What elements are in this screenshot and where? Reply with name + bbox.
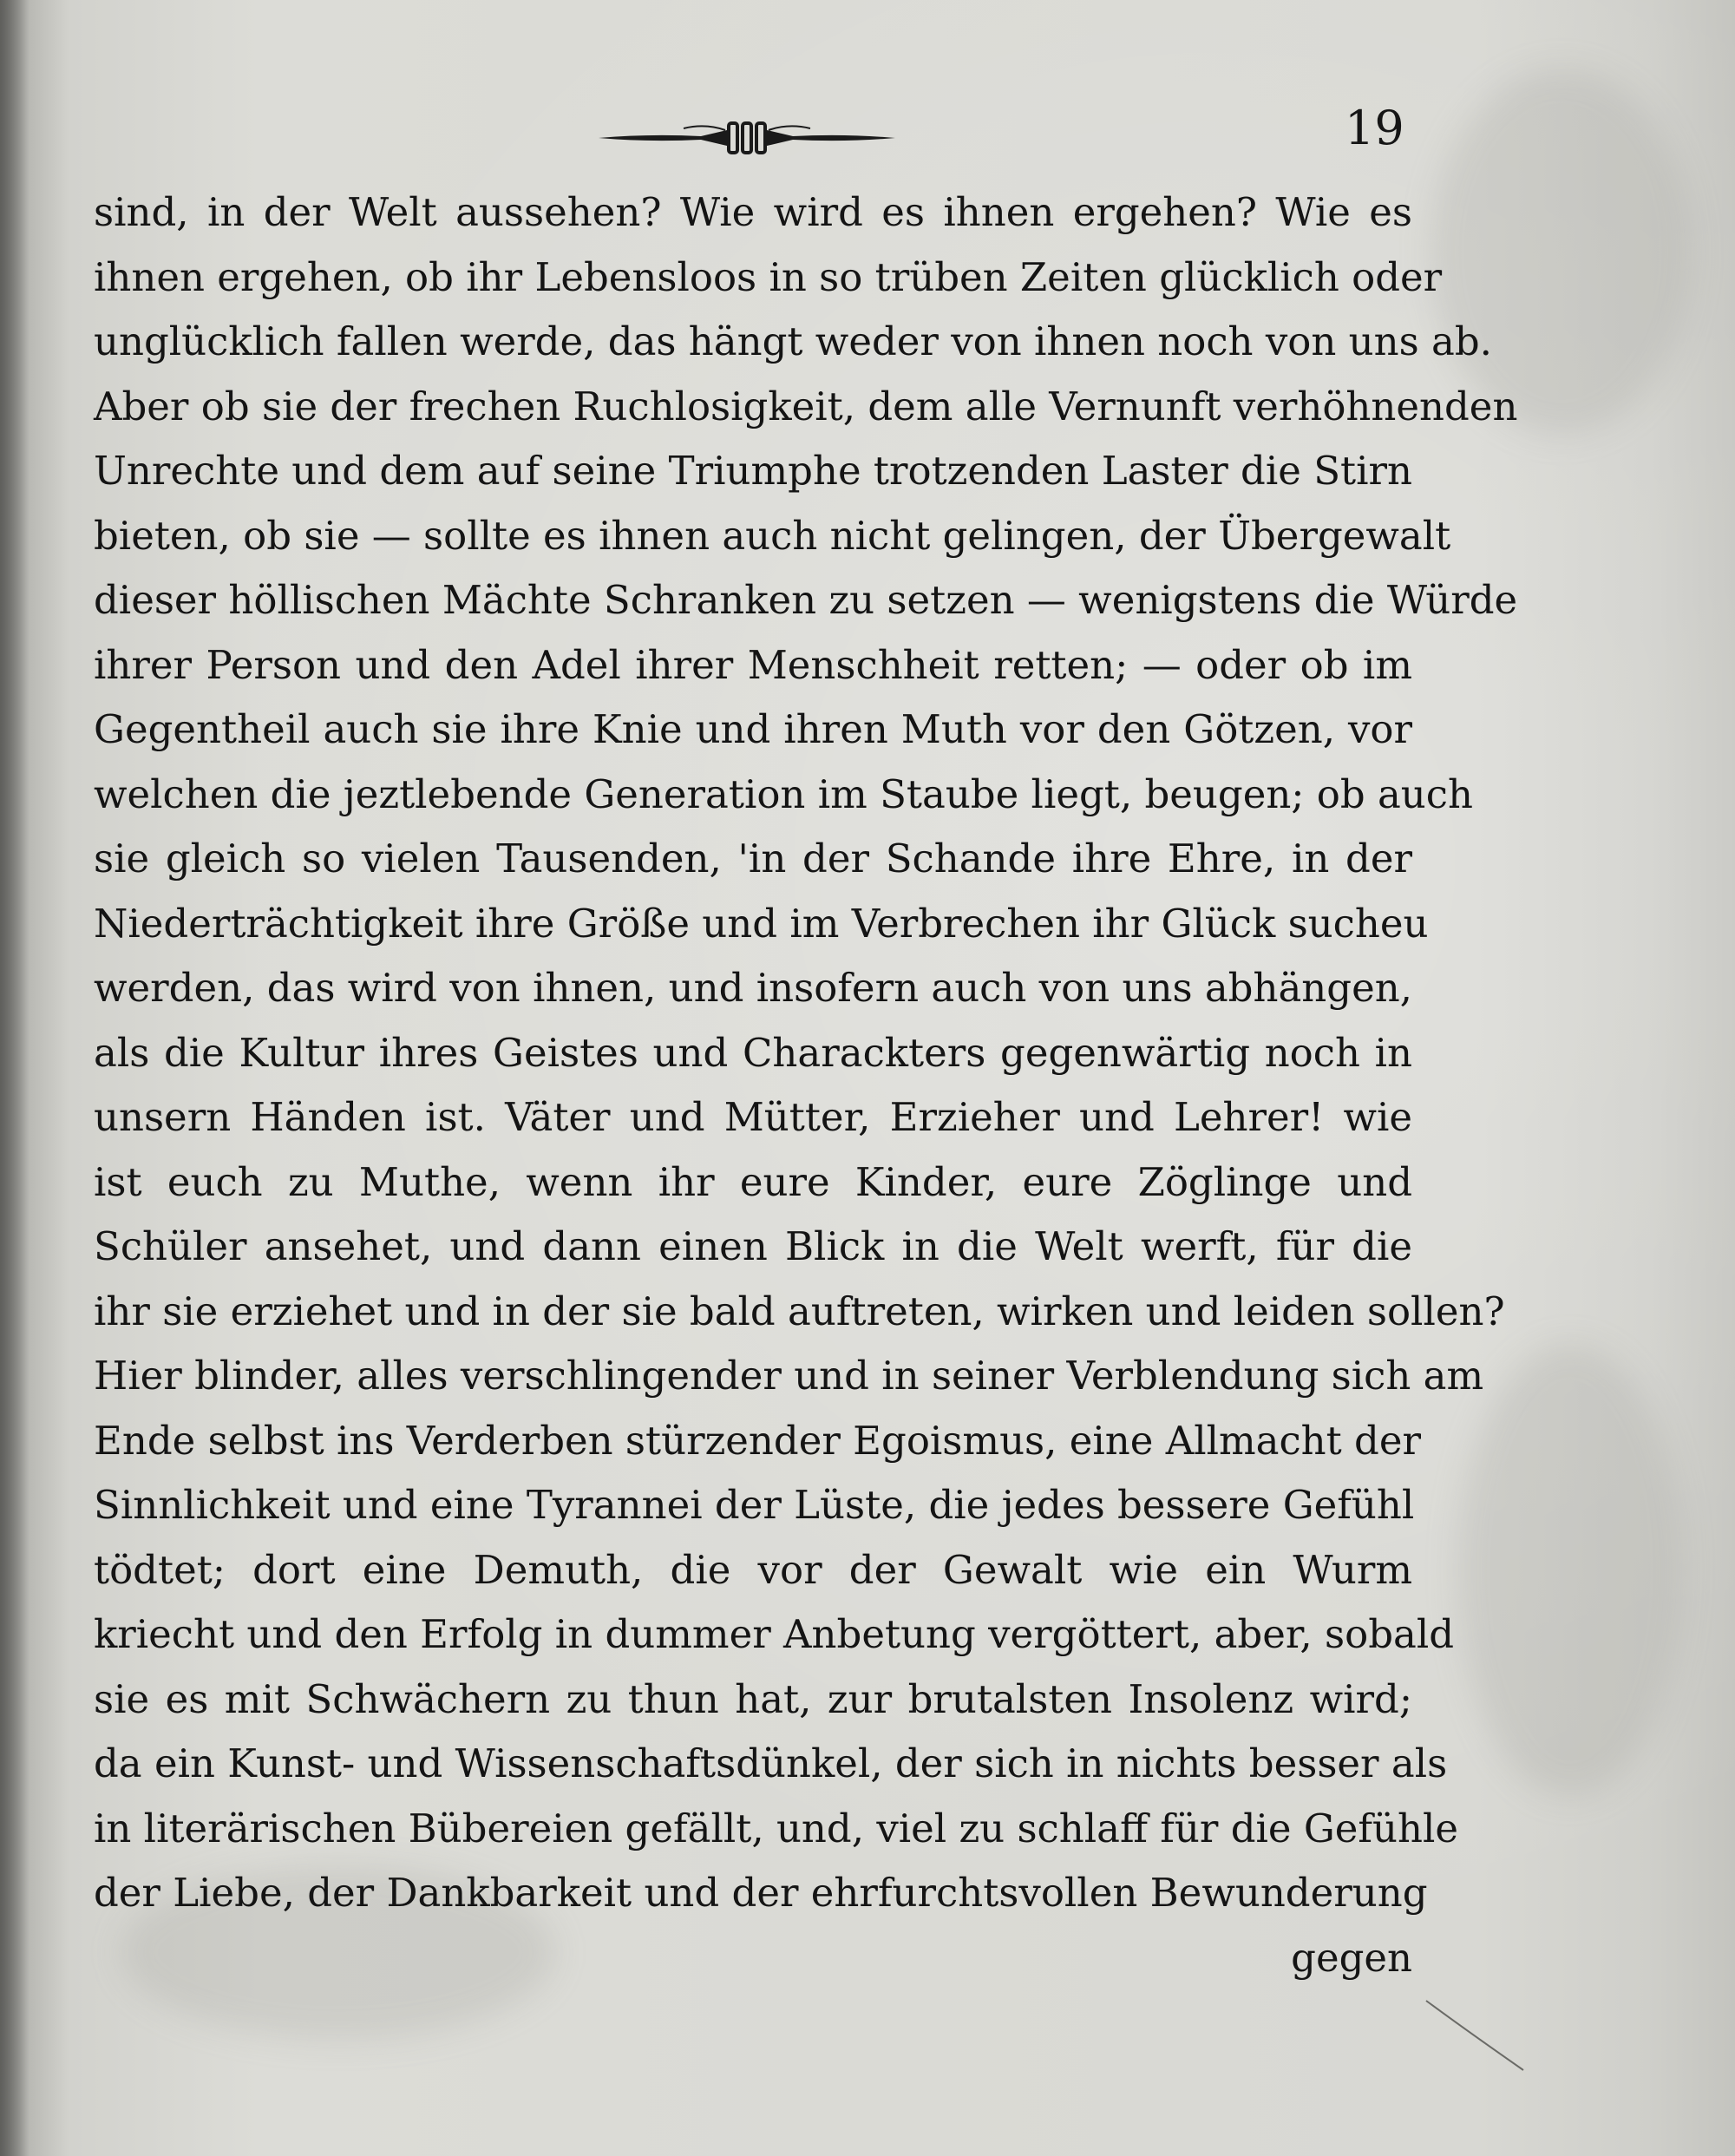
text-line: dieser höllischen Mächte Schranken zu setzen — wenigstens die Würde <box>94 577 1518 623</box>
text-line: ist euch zu Muthe, wenn ihr eure Kinder, eure Zöglinge und <box>94 1158 1412 1205</box>
text-line: werden, das wird von ihnen, und insofern auch von uns abhängen, <box>94 965 1412 1011</box>
header-ornament <box>597 118 897 158</box>
text-line: Unrechte und dem auf seine Triumphe trotzenden Laster die Stirn <box>94 448 1412 494</box>
text-line: sie gleich so vielen Tausenden, 'in der Schande ihre Ehre, in der <box>94 836 1412 881</box>
text-line: als die Kultur ihres Geistes und Charackters gegenwärtig noch in <box>94 1029 1412 1076</box>
text-line: bieten, ob sie — sollte es ihnen auch nicht gelingen, der Übergewalt <box>94 512 1451 559</box>
binding-shadow <box>0 0 29 2156</box>
text-line: Ende selbst ins Verderben stürzender Egoismus, eine Allmacht der <box>94 1417 1421 1464</box>
page-number: 19 <box>1345 101 1404 155</box>
text-line: in literärischen Bübereien gefällt, und, viel zu schlaff für die Gefühle <box>94 1805 1459 1851</box>
text-line: Sinnlichkeit und eine Tyrannei der Lüste, die jedes bessere Gefühl <box>94 1482 1415 1528</box>
catchword: gegen <box>1291 1934 1412 1981</box>
text-line: tödtet; dort eine Demuth, die vor der Gewalt wie ein Wurm <box>94 1546 1412 1593</box>
text-line: der Liebe, der Dankbarkeit und der ehrfurchtsvollen Bewunderung <box>94 1870 1428 1916</box>
paper-stain <box>1457 1345 1683 1796</box>
text-line: ihnen ergehen, ob ihr Lebensloos in so trüben Zeiten glücklich oder <box>94 253 1443 300</box>
text-line: Schüler ansehet, und dann einen Blick in die Welt werft, für die <box>94 1223 1412 1269</box>
text-line: Gegentheil auch sie ihre Knie und ihren Muth vor den Götzen, vor <box>94 706 1412 752</box>
text-line: da ein Kunst- und Wissenschaftsdünkel, der sich in nichts besser als <box>94 1740 1448 1786</box>
text-line: ihr sie erziehet und in der sie bald auftreten, wirken und leiden sollen? <box>94 1288 1505 1334</box>
text-line: unsern Händen ist. Väter und Mütter, Erzieher und Lehrer! wie <box>94 1094 1412 1140</box>
text-line: Aber ob sie der frechen Ruchlosigkeit, dem alle Vernunft verhöhnenden <box>94 383 1518 429</box>
pencil-stroke <box>1423 1995 1527 2074</box>
text-line: Hier blinder, alles verschlingender und in seiner Verblendung sich am <box>94 1353 1484 1399</box>
body-text <box>94 180 1518 1990</box>
text-line: Niederträchtigkeit ihre Größe und im Verbrechen ihr Glück sucheu <box>94 900 1429 947</box>
text-line: unglücklich fallen werde, das hängt weder von ihnen noch von uns ab. <box>94 318 1492 364</box>
text-line: sie es mit Schwächern zu thun hat, zur brutalsten Insolenz wird; <box>94 1675 1412 1722</box>
text-line: kriecht und den Erfolg in dummer Anbetung vergöttert, aber, sobald <box>94 1611 1455 1657</box>
paper-stain <box>1431 69 1692 434</box>
text-line: sind, in der Welt aussehen? Wie wird es ihnen ergehen? Wie es <box>94 189 1412 235</box>
text-line: welchen die jeztlebende Generation im Staube liegt, beugen; ob auch <box>94 770 1473 817</box>
text-line: ihrer Person und den Adel ihrer Menschheit retten; — oder ob im <box>94 641 1412 688</box>
